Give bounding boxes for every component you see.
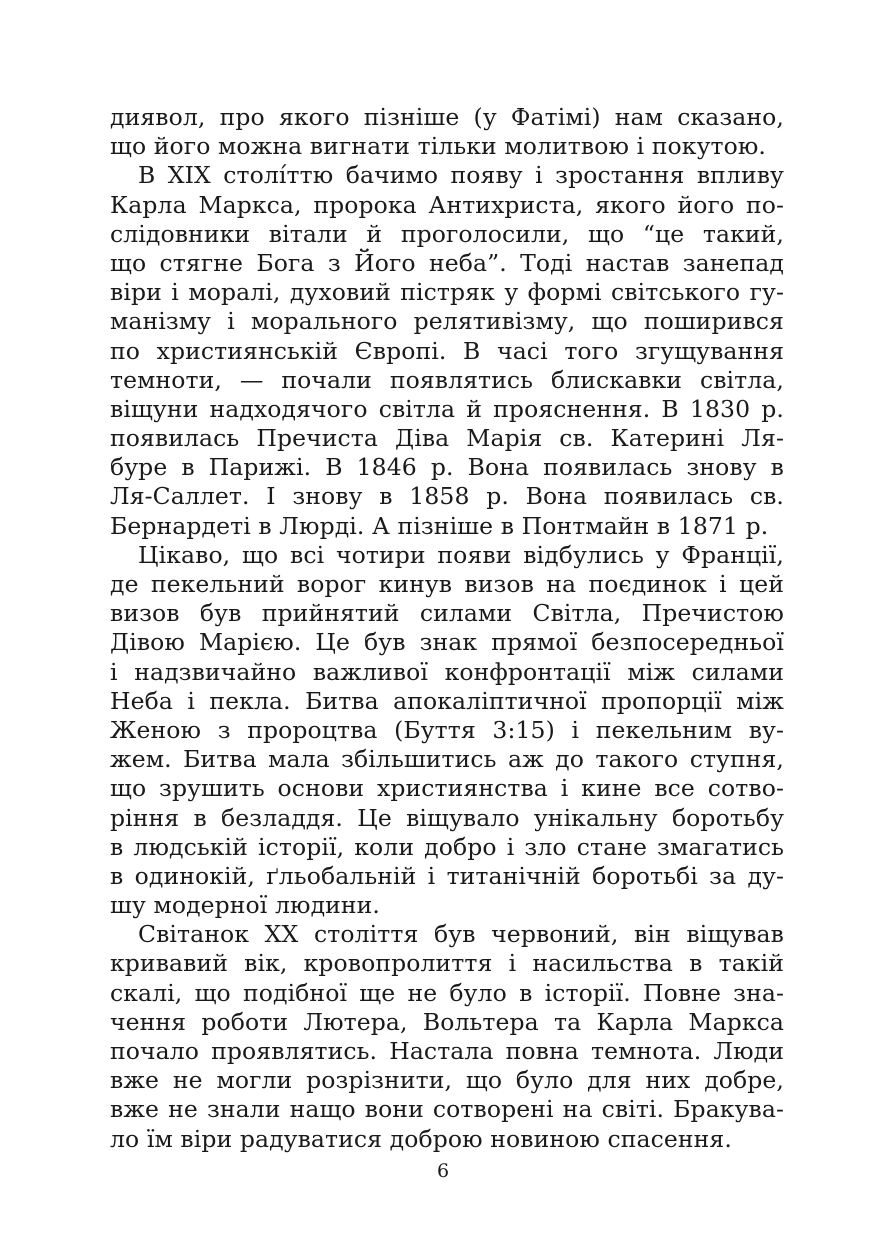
text-line: Неба і пекла. Битва апокаліптичної пропорції між <box>110 686 784 715</box>
text-line: що стягне Бога з Його неба”. Тоді настав занепад <box>110 248 784 277</box>
text-line: Бернардеті в Люрді. А пізніше в Понтмайн в 1871 р. <box>110 511 769 540</box>
text-line: Ля-Саллет. І знову в 1858 р. Вона появилась св. <box>110 482 784 511</box>
text-line: диявол, про якого пізніше (у Фатімі) нам сказано, <box>110 103 784 131</box>
text-line: визов був прийнятий силами Світла, Пречистою <box>110 599 784 628</box>
body-text <box>110 103 784 1154</box>
text-line: шу модерної людини. <box>110 891 381 920</box>
text-line: що зрушить основи християнства і кине все сотво- <box>110 774 784 803</box>
text-line: кривавий вік, кровопролиття і насильства в такій <box>110 949 784 978</box>
text-line: Дівою Марією. Це був знак прямої безпосередньої <box>110 628 784 657</box>
text-line: Цікаво, що всі чотири появи відбулись у Франції, <box>138 540 784 569</box>
text-line: скалі, що подібної ще не було в історії. Повне зна- <box>110 978 784 1007</box>
text-line: і надзвичайно важливої конфронтації між силами <box>110 657 784 686</box>
page-number: 6 <box>436 1160 450 1182</box>
text-line: появилась Пречиста Діва Марія св. Катерині Ля- <box>110 424 784 453</box>
text-line: почало проявлятись. Настала повна темнота. Люди <box>110 1037 784 1065</box>
text-line: ло їм віри радуватися доброю новиною спасення. <box>110 1124 732 1153</box>
text-line: слідовники вітали й проголосили, що “це такий, <box>110 219 784 248</box>
text-line: манізму і морального релятивізму, що поширився <box>110 307 784 336</box>
text-line: віщуни надходячого світла й прояснення. В 1830 р. <box>110 394 784 423</box>
text-line: в людській історії, коли добро і зло стане змагатись <box>110 832 784 861</box>
text-line: Світанок XX століття був червоний, він віщував <box>138 920 784 949</box>
text-line: що його можна вигнати тільки молитвою і покутою. <box>110 132 766 161</box>
text-line: Карла Маркса, пророка Антихриста, якого його по- <box>110 190 784 219</box>
text-line: в одинокій, ґльобальній і титанічній боротьбі за ду- <box>110 861 784 890</box>
text-line: віри і моралі, духовий пістряк у формі світського гу- <box>110 278 784 307</box>
text-line: Женою з пророцтва (Буття 3:15) і пекельним ву- <box>110 715 784 744</box>
text-line: де пекельний ворог кинув визов на поєдинок і цей <box>110 570 784 598</box>
text-line: темноти, — почали появлятись блискавки світла, <box>110 365 784 394</box>
text-line: вже не знали нащо вони сотворені на світі. Бракува- <box>110 1095 784 1124</box>
text-line: буре в Парижі. В 1846 р. Вона появилась знову в <box>110 453 784 482</box>
text-line: чення роботи Лютера, Вольтера та Карла Маркса <box>110 1007 784 1036</box>
text-line: жем. Битва мала збільшитись аж до такого ступня, <box>110 745 784 774</box>
text-line: по християнській Європі. В часі того згущування <box>110 336 784 365</box>
text-line: В XIX столíттю бачимо появу і зростання впливу <box>138 161 784 190</box>
text-line: вже не могли розрізнити, що було для них добре, <box>110 1066 784 1095</box>
text-line: ріння в безладдя. Це віщувало унікальну боротьбу <box>110 803 784 832</box>
